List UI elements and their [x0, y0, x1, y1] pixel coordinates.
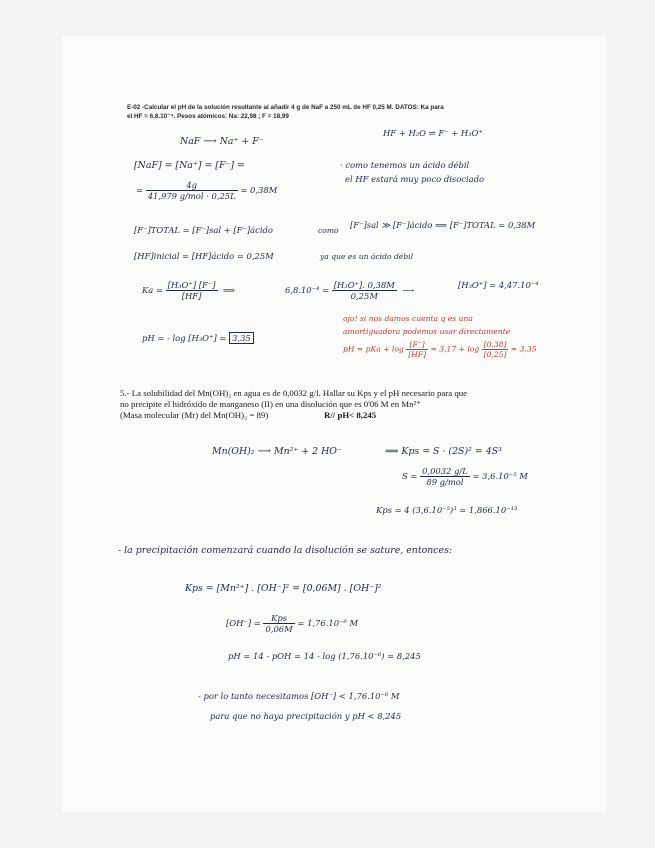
solubility-calculation	[402, 466, 528, 487]
henderson-equation	[343, 340, 537, 359]
ka-numerator: [H₃O⁺] [F⁻]	[167, 280, 216, 290]
buffer-note-1: ojo! si nos damos cuenta q es una	[343, 314, 473, 323]
problem2-answer: R// pH< 8,245	[324, 410, 377, 420]
hf-initial-concentration: [HF]inicial = [HF]ácido = 0,25M	[134, 251, 274, 261]
henderson-calc-num: [0,38]	[483, 340, 507, 349]
conclusion-line-1: - por lo tanto necesitamos [OH⁻] < 1,76.10⁻⁶ M	[198, 691, 400, 701]
henderson-result: = 3,35	[510, 344, 537, 354]
weak-acid-note-1: · como tenemos un ácido débil	[340, 160, 470, 170]
fluoride-comparison: [F⁻]sal ≫ [F⁻]ácido ⟹ [F⁻]TOTAL = 0,38M	[350, 220, 536, 230]
solubility-label: S =	[402, 471, 418, 481]
precipitation-note: - la precipitación comenzará cuando la disolución se sature, entonces:	[118, 545, 453, 556]
hydroxide-label: [OH⁻] =	[226, 618, 261, 628]
ka-substitution-numerator: [H₃O⁺]. 0,38M	[333, 280, 395, 290]
henderson-lhs: pH = pKa + log	[343, 344, 404, 354]
problem1-statement-line2: el HF = 6,8.10⁻⁴. Pesos atómicos: Na: 22,98 ; F = 18,99	[127, 113, 289, 120]
kps-ion-product: Kps = [Mn²⁺] . [OH⁻]² = [0,06M] . [OH⁻]²	[185, 583, 382, 594]
problem2-statement-line1: 5.- La solubilidad del Mn(OH)₂ en agua es de 0,0032 g/l. Hallar su Kps y el pH necesario para que	[120, 388, 468, 398]
naf-molar-volume: 41,979 g/mol · 0,25L	[147, 191, 236, 201]
henderson-calc-den: [0,25]	[483, 350, 507, 359]
naf-mass: 4g	[146, 180, 238, 191]
hydroxide-calculation	[226, 613, 358, 634]
hydroxide-result: = 1,76.10⁻⁶ M	[297, 618, 359, 628]
ka-substitution: 6,8.10⁻⁴ = $\frac{\text{[H₃O⁺]. 0,38M}}{0,25M}$ ⟶	[285, 280, 415, 301]
ka-expression: Ka = $\frac{\text{[H₃O⁺] [F⁻]}}{[HF]}$ ⟹	[142, 280, 235, 301]
solubility-result: = 3,6.10⁻⁵ M	[472, 471, 528, 481]
ka-substitution-denominator: 0,25M	[350, 291, 378, 301]
ph-formula: pH = - log [H₃O⁺] =	[142, 333, 227, 343]
kps-expression: ⟹ Kps = S · (2S)² = 4S³	[385, 446, 502, 457]
henderson-calc: = 3,17 + log	[430, 344, 480, 354]
kps-result: Kps = 4 (3,6.10⁻⁵)³ = 1,866.10⁻¹³	[376, 505, 518, 515]
ka-denominator: [HF]	[181, 291, 202, 301]
naf-concentration-result: = 0,38M	[240, 185, 278, 195]
conclusion-line-2: para que no haya precipitación y pH < 8,245	[210, 711, 402, 721]
solubility-denominator: 89 g/mol	[426, 477, 464, 487]
hf-equilibrium: HF + H₂O ⇌ F⁻ + H₃O⁺	[383, 128, 483, 138]
mnoh2-dissociation: Mn(OH)₂ ⟶ Mn²⁺ + 2 HO⁻	[212, 446, 342, 457]
problem2-statement-line3: (Masa molecular (Mr) del Mn(OH)₂ = 89)	[120, 410, 269, 420]
henderson-num: [F⁻]	[406, 340, 428, 350]
naf-dissociation: NaF ⟶ Na⁺ + F⁻	[180, 136, 264, 147]
ph-boxed-result: 3,35	[229, 332, 254, 344]
ka-value: 6,8.10⁻⁴ =	[285, 285, 330, 295]
weak-acid-reason: ya que es un ácido débil	[320, 252, 414, 261]
problem2-statement-line2: no precipite el hidróxido de manganeso (II) en una disolución que es 0'06 M en Mn²⁺	[120, 399, 421, 409]
ph-final-calculation: pH = 14 - pOH = 14 - log (1,76.10⁻⁶) = 8,245	[228, 651, 421, 661]
solubility-numerator: 0,0032 g/L	[422, 466, 468, 476]
como-word: como	[318, 226, 339, 235]
naf-concentration-fraction: = $\frac{4g}{\text{41,979 g/mol · 0,25L}}$ = 0,38M	[136, 180, 278, 201]
hydroxide-numerator: Kps	[263, 613, 294, 624]
hydronium-result: [H₃O⁺] = 4,47.10⁻⁴	[458, 280, 539, 290]
ph-calculation	[142, 333, 254, 343]
weak-acid-note-2: el HF estará muy poco disociado	[345, 174, 485, 184]
problem1-statement-line1: E-02 -Calcular el pH de la solución resultante al añadir 4 g de NaF a 250 mL de HF 0,25 M. DATOS: Ka para	[127, 104, 444, 111]
naf-concentration-equation: [NaF] = [Na⁺] = [F⁻] =	[134, 160, 245, 171]
henderson-den: [HF]	[408, 350, 427, 359]
hydroxide-denominator: 0,06M	[265, 624, 293, 634]
ka-label: Ka =	[142, 285, 163, 295]
buffer-note-2: amortiguadora podemos usar directamente	[343, 327, 511, 336]
fluoride-total: [F⁻]TOTAL = [F⁻]sal + [F⁻]ácido	[134, 225, 273, 235]
